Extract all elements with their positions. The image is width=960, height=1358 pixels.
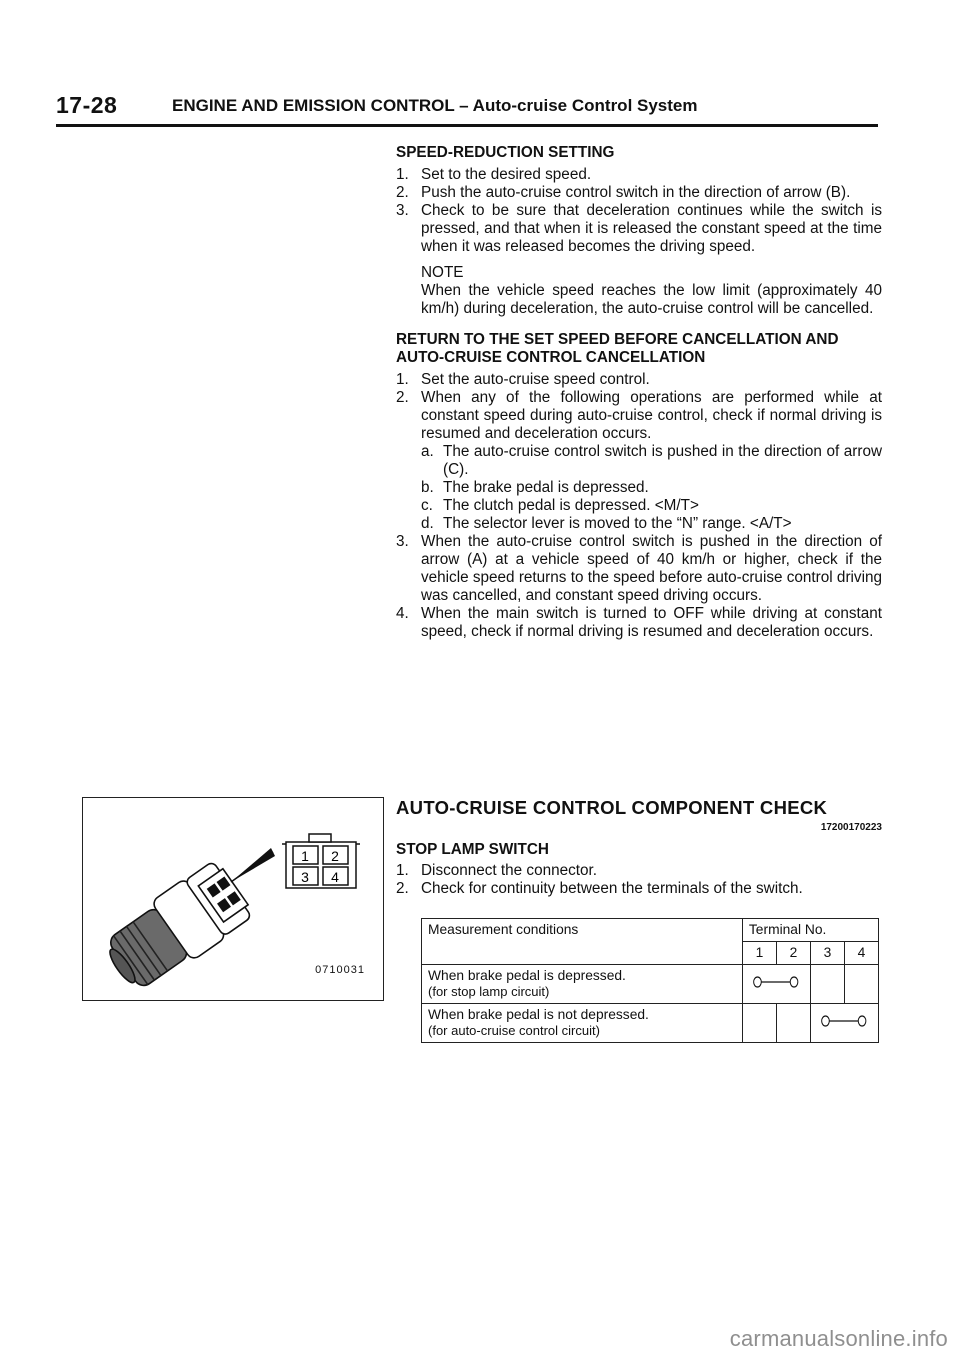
sub-steps: [421, 443, 882, 533]
section-title: ENGINE AND EMISSION CONTROL – Auto-cruise Control System: [172, 96, 698, 115]
step-item: [396, 880, 882, 898]
condition-cell: [422, 965, 743, 1004]
terminal-3-header: 3: [810, 942, 844, 965]
page-number: 17-28: [56, 92, 118, 118]
page-header: [56, 92, 878, 127]
continuity-indicator-icon: [743, 965, 810, 999]
component-check-code: 17200170223: [820, 822, 882, 833]
step-number: 1.: [396, 371, 409, 388]
step-item: [396, 166, 882, 184]
sub-step-text: The auto-cruise control switch is pushed in the direction of arrow (C).: [443, 443, 882, 478]
step-number: 1.: [396, 862, 409, 879]
sub-step-item: [421, 443, 882, 479]
figure-code: 0710031: [315, 964, 365, 976]
col-header-conditions: Measurement conditions: [422, 919, 743, 965]
condition-line1: When brake pedal is not depressed.: [428, 1007, 649, 1022]
sub-step-text: The clutch pedal is depressed. <M/T>: [443, 497, 699, 514]
sub-step-item: [421, 515, 882, 533]
stop-lamp-switch-heading: STOP LAMP SWITCH: [396, 841, 549, 858]
condition-line1: When brake pedal is depressed.: [428, 968, 626, 983]
speed-reduction-section: [396, 144, 882, 641]
step-text: Set to the desired speed.: [421, 166, 592, 183]
condition-line2: (for stop lamp circuit): [428, 984, 550, 999]
table-header-row: [422, 919, 879, 942]
speed-reduction-steps: [396, 166, 882, 256]
step-item: [396, 202, 882, 256]
sub-step-item: [421, 497, 882, 515]
pin-3-label: 3: [301, 869, 309, 885]
sub-step-letter: d.: [421, 515, 434, 532]
component-check-steps: [396, 862, 882, 898]
step-number: 2.: [396, 880, 409, 897]
step-text: When the auto-cruise control switch is pushed in the direction of arrow (A) at a vehicle speed of 40 km/h or higher, check if the vehicle speed returns to the speed before auto-cruise control driving was cancelled, and constant speed driving occurs.: [421, 533, 882, 604]
continuity-indicator-icon: [811, 1004, 878, 1038]
empty-cell: [776, 1004, 810, 1043]
speed-reduction-heading: SPEED-REDUCTION SETTING: [396, 144, 615, 161]
step-item: [396, 533, 882, 605]
step-item: [396, 389, 882, 533]
stop-lamp-switch-figure: [82, 797, 384, 1001]
terminal-1-header: 1: [742, 942, 776, 965]
step-item: [396, 184, 882, 202]
empty-cell: [810, 965, 844, 1004]
step-text: Set the auto-cruise speed control.: [421, 371, 650, 388]
component-check-heading: AUTO-CRUISE CONTROL COMPONENT CHECK: [396, 797, 828, 818]
table-row: [422, 965, 879, 1004]
watermark: carmanualsonline.info: [729, 1326, 948, 1351]
step-text: Disconnect the connector.: [421, 862, 598, 879]
pin-4-label: 4: [331, 869, 339, 885]
sub-step-letter: c.: [421, 497, 433, 514]
sub-step-letter: b.: [421, 479, 434, 496]
return-steps: [396, 371, 882, 641]
step-text: When the main switch is turned to OFF while driving at constant speed, check if normal driving is resumed and deceleration occurs.: [421, 605, 882, 640]
pin-2-label: 2: [331, 848, 339, 864]
step-number: 2.: [396, 184, 409, 201]
pin-1-label: 1: [301, 848, 309, 864]
condition-line2: (for auto-cruise control circuit): [428, 1023, 600, 1038]
table-row: [422, 1004, 879, 1043]
continuity-1-2-cell: [742, 965, 810, 1004]
step-number: 3.: [396, 533, 409, 550]
condition-cell: [422, 1004, 743, 1043]
step-text: Check to be sure that deceleration continues while the switch is pressed, and that when it is released the constant speed at the time when it was released becomes the driving speed.: [421, 202, 882, 255]
step-number: 3.: [396, 202, 409, 219]
step-text: When any of the following operations are performed while at constant speed during auto-cruise control, check if normal driving is resumed and deceleration occurs.: [421, 389, 882, 442]
terminal-4-header: 4: [844, 942, 878, 965]
col-header-terminal: Terminal No.: [742, 919, 878, 942]
continuity-table: [421, 918, 879, 1043]
step-item: [396, 862, 882, 880]
connector-terminal-face: [282, 834, 360, 888]
note-block: [396, 264, 882, 318]
step-text: Check for continuity between the terminals of the switch.: [421, 880, 803, 897]
step-item: [396, 371, 882, 389]
component-check-section: [396, 799, 882, 898]
sub-step-item: [421, 479, 882, 497]
continuity-3-4-cell: [810, 1004, 878, 1043]
sub-step-text: The brake pedal is depressed.: [443, 479, 649, 496]
note-label: NOTE: [421, 264, 464, 281]
step-number: 4.: [396, 605, 409, 622]
step-item: [396, 605, 882, 641]
sub-step-letter: a.: [421, 443, 434, 460]
terminal-2-header: 2: [776, 942, 810, 965]
step-number: 2.: [396, 389, 409, 406]
step-number: 1.: [396, 166, 409, 183]
empty-cell: [844, 965, 878, 1004]
step-text: Push the auto-cruise control switch in the direction of arrow (B).: [421, 184, 851, 201]
note-text: When the vehicle speed reaches the low limit (approximately 40 km/h) during deceleration, the auto-cruise control will be cancelled.: [421, 282, 882, 317]
empty-cell: [742, 1004, 776, 1043]
return-heading: RETURN TO THE SET SPEED BEFORE CANCELLATION AND AUTO-CRUISE CONTROL CANCELLATION: [396, 331, 839, 366]
sub-step-text: The selector lever is moved to the “N” range. <A/T>: [443, 515, 792, 532]
